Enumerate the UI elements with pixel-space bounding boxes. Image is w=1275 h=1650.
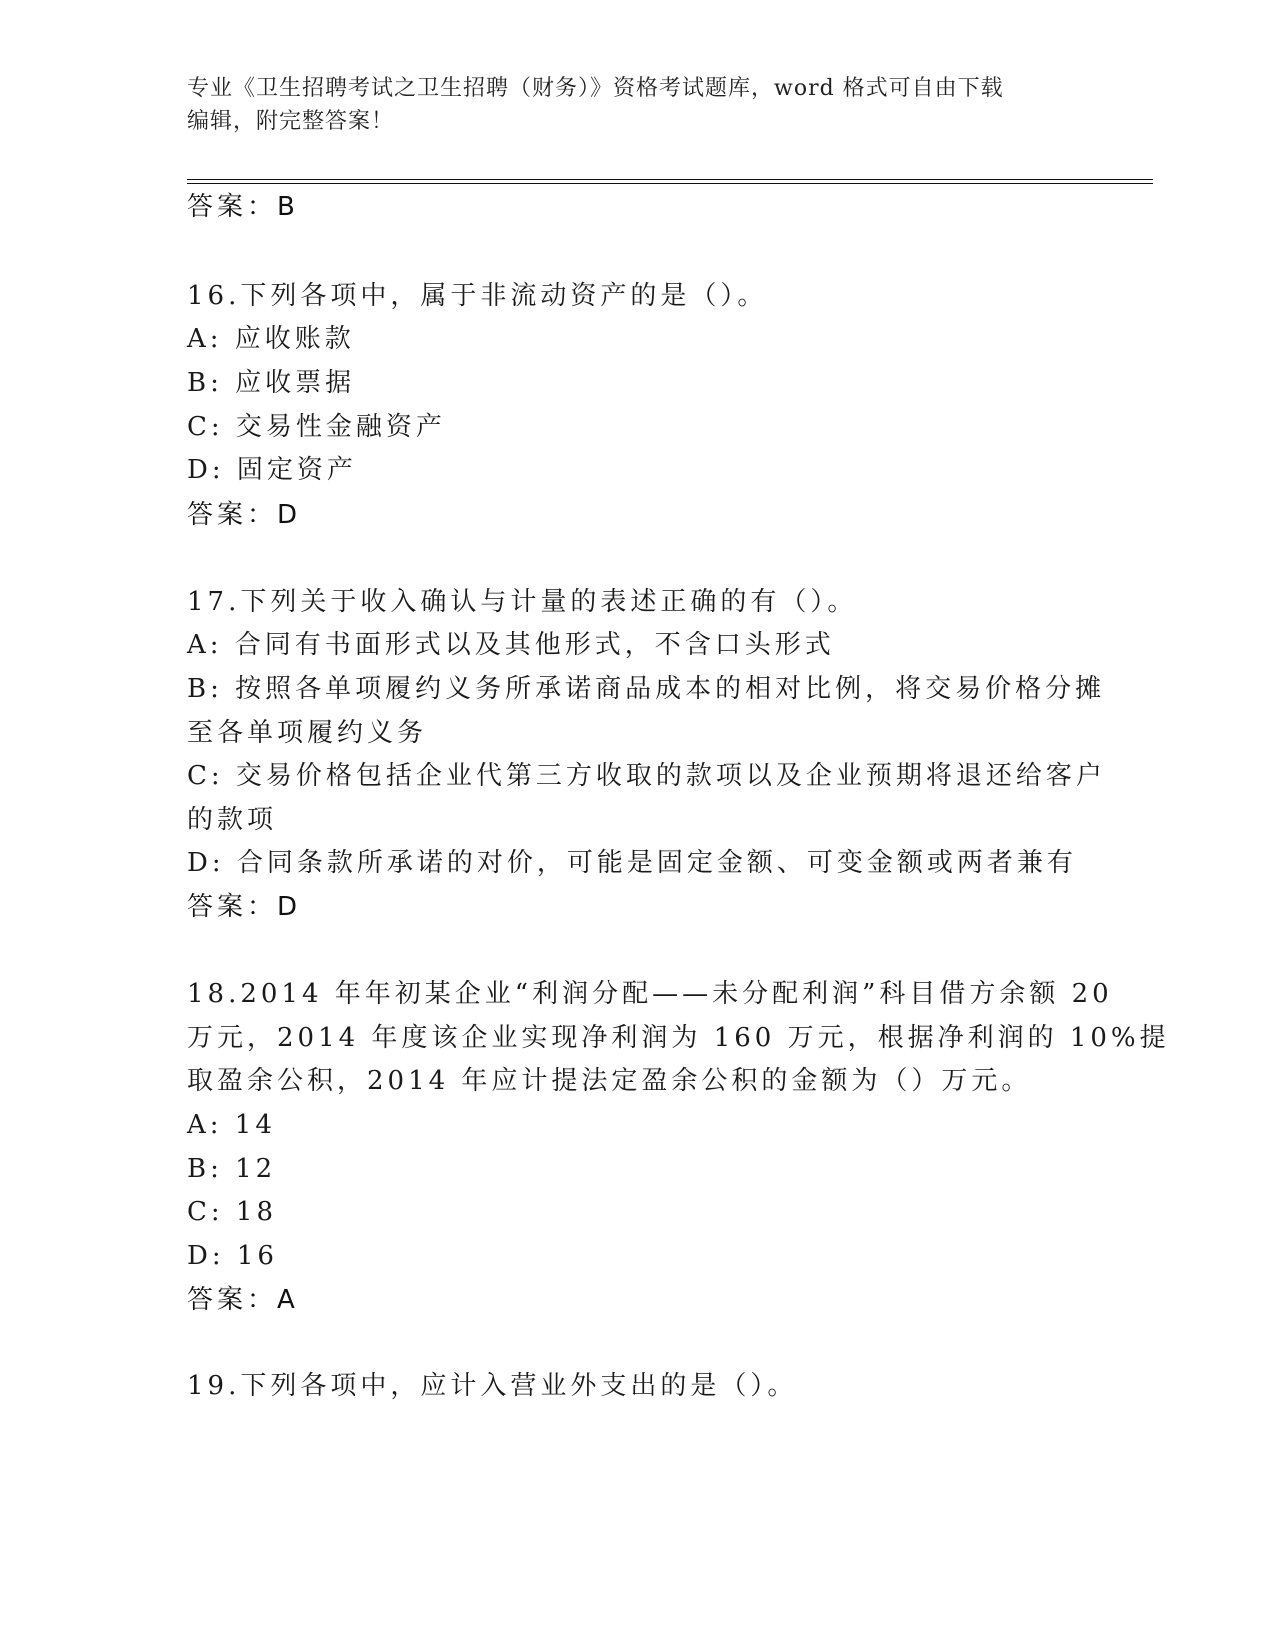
question-17-option-a: A: 合同有书面形式以及其他形式，不含口头形式 <box>187 630 835 660</box>
question-16-option-b: B: 应收票据 <box>187 368 356 398</box>
question-16-option-a: A: 应收账款 <box>187 324 355 354</box>
question-17-option-c-line-1: C: 交易价格包括企业代第三方收取的款项以及企业预期将退还给客户 <box>187 761 1106 791</box>
header-line-2: 编辑，附完整答案！ <box>187 109 395 134</box>
question-16-option-c: C: 交易性金融资产 <box>187 412 446 442</box>
question-18-option-a: A: 14 <box>187 1110 276 1140</box>
question-16-option-d: D: 固定资产 <box>187 455 357 485</box>
question-18-option-d: D: 16 <box>187 1241 278 1271</box>
question-18-stem-line-3: 取盈余公积，2014 年应计提法定盈余公积的金额为（）万元。 <box>187 1066 1032 1096</box>
previous-answer: 答案：B <box>187 192 299 222</box>
question-18-stem-line-2: 万元，2014 年度该企业实现净利润为 160 万元，根据净利润的 10%提 <box>187 1023 1170 1053</box>
question-18-option-b: B: 12 <box>187 1154 277 1184</box>
question-17-option-b-line-2: 至各单项履约义务 <box>187 718 428 748</box>
question-18-stem-line-1: 18.2014 年年初某企业“利润分配——未分配利润”科目借方余额 20 <box>187 979 1113 1009</box>
question-17-stem: 17.下列关于收入确认与计量的表述正确的有（）。 <box>187 587 858 617</box>
question-17-option-c-line-2: 的款项 <box>187 805 278 835</box>
question-17-option-d: D: 合同条款所承诺的对价，可能是固定金额、可变金额或两者兼有 <box>187 848 1077 878</box>
header-divider-top <box>187 179 1153 180</box>
question-17-option-b-line-1: B: 按照各单项履约义务所承诺商品成本的相对比例，将交易价格分摊 <box>187 674 1106 704</box>
question-18-option-c: C: 18 <box>187 1197 278 1227</box>
question-16-stem: 16.下列各项中，属于非流动资产的是（）。 <box>187 281 768 311</box>
document-header <box>187 72 1087 138</box>
question-16-answer: 答案：D <box>187 500 302 530</box>
header-line-1: 专业《卫生招聘考试之卫生招聘（财务）》资格考试题库，word 格式可自由下载 <box>187 76 1004 101</box>
question-17-answer: 答案：D <box>187 892 302 922</box>
header-divider-bottom <box>187 183 1153 184</box>
question-18-answer: 答案：A <box>187 1285 299 1315</box>
question-19-stem: 19.下列各项中，应计入营业外支出的是（）。 <box>187 1371 798 1401</box>
